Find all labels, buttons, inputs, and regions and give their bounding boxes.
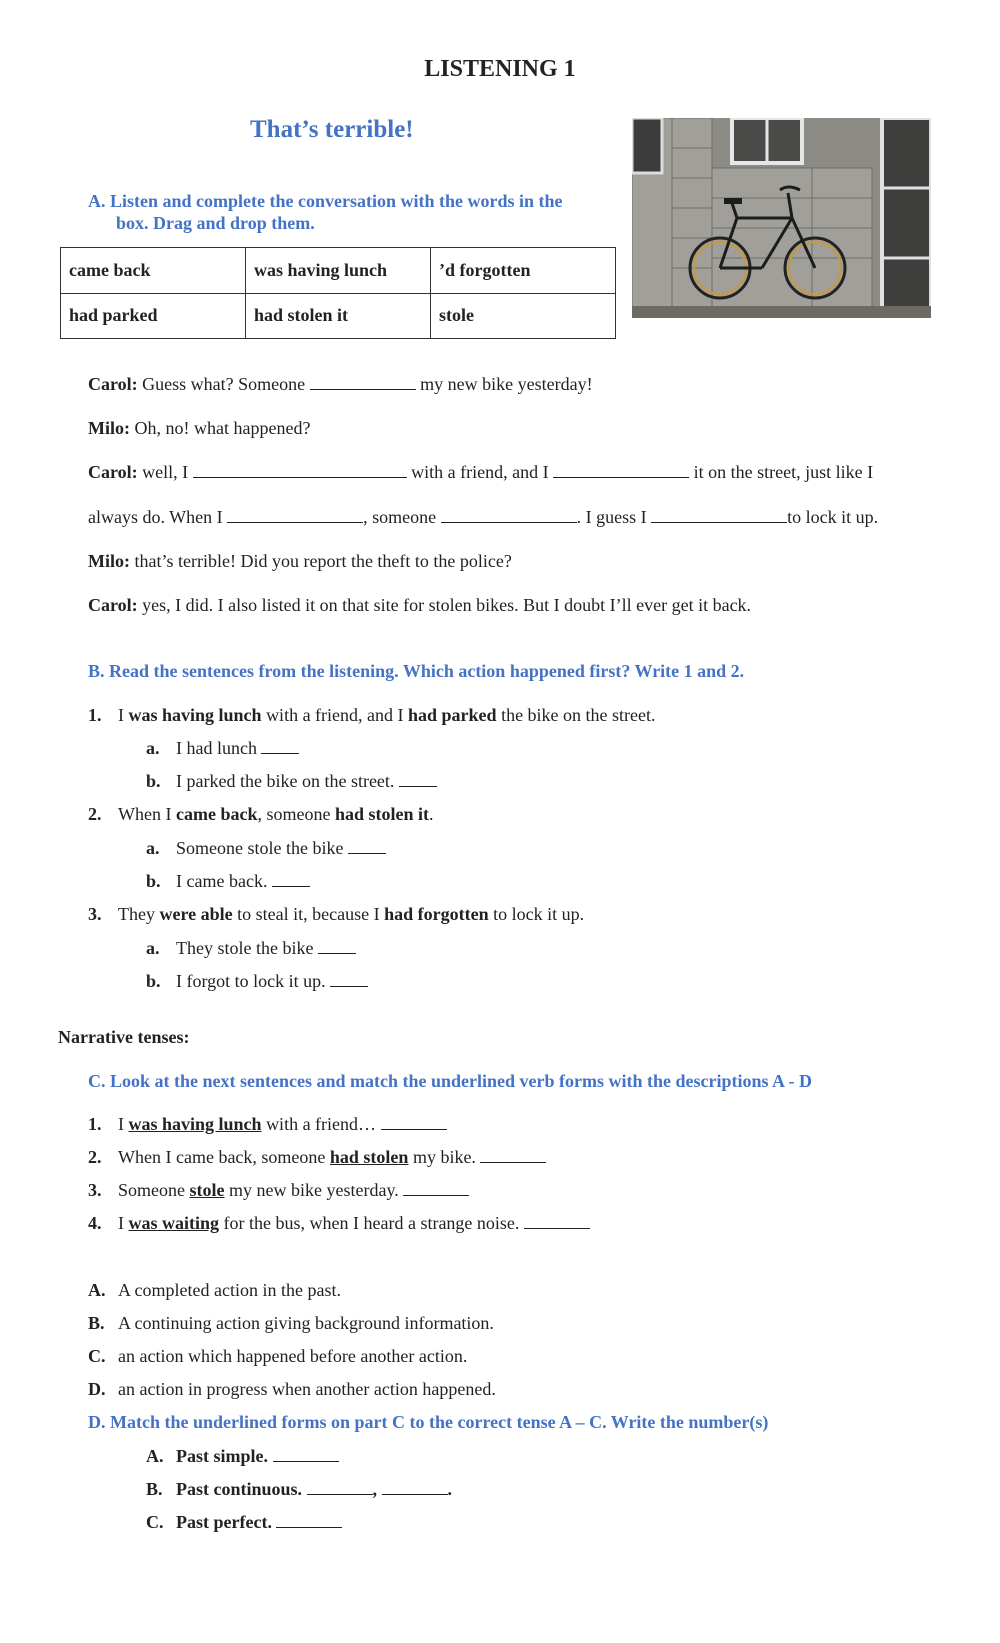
word-had-forgotten[interactable]: ’d forgotten [431, 248, 616, 294]
answer-blank[interactable] [480, 1147, 546, 1163]
bold-text: had forgotten [384, 904, 489, 924]
text: the bike on the street. [496, 705, 656, 725]
text: They [118, 904, 160, 924]
text: an action which happened before another action. [118, 1346, 468, 1366]
answer-blank[interactable] [261, 738, 299, 754]
answer-blank[interactable] [318, 938, 356, 954]
text: . [428, 804, 434, 824]
letter: B. [88, 1313, 105, 1333]
description-c [88, 1346, 467, 1367]
underlined-verb: had stolen [329, 1147, 409, 1167]
d-item-c [146, 1512, 342, 1533]
speaker-milo: Milo: [88, 551, 130, 571]
item-number: 1. [88, 705, 102, 725]
narrative-tenses-heading: Narrative tenses: [58, 1027, 190, 1047]
item-number: 3. [88, 1180, 102, 1200]
line-text: my new bike yesterday! [420, 374, 593, 394]
section-c-heading: C. Look at the next sentences and match the underlined verb forms with the descriptions A - D [88, 1071, 812, 1091]
c-item-1 [88, 1114, 447, 1135]
conversation-line-2 [88, 418, 310, 439]
letter: A. [146, 1446, 164, 1466]
drop-blank-4[interactable] [227, 507, 363, 523]
underlined-verb: was having lunch [128, 1114, 262, 1134]
text: I had lunch [176, 738, 257, 758]
bold-text: came back [175, 804, 258, 824]
section-a-heading-line1: A. Listen and complete the conversation with the words in the [88, 191, 563, 211]
text: Someone stole the bike [176, 838, 344, 858]
conversation-line-4 [88, 507, 878, 528]
underlined-verb: was waiting [128, 1213, 220, 1233]
text: When I came back, someone [118, 1147, 330, 1167]
page-subtitle: That’s terrible! [250, 116, 414, 143]
item-number: 1. [88, 1114, 102, 1134]
conversation-line-6 [88, 595, 751, 616]
letter: b. [146, 771, 161, 791]
letter: C. [146, 1512, 164, 1532]
word-stole[interactable]: stole [431, 293, 616, 339]
text: A completed action in the past. [118, 1280, 341, 1300]
letter: B. [146, 1479, 163, 1499]
answer-blank[interactable] [524, 1213, 590, 1229]
answer-blank[interactable] [403, 1180, 469, 1196]
section-a-heading-line2: box. Drag and drop them. [116, 213, 315, 233]
line-text: , someone [363, 507, 437, 527]
text: I [118, 705, 129, 725]
bold-text: were able [159, 904, 233, 924]
section-d-heading: D. Match the underlined forms on part C to the correct tense A – C. Write the number(s) [88, 1412, 769, 1432]
speaker-carol: Carol: [88, 462, 138, 482]
item-number: 2. [88, 1147, 102, 1167]
answer-blank[interactable] [381, 1114, 447, 1130]
answer-blank[interactable] [348, 838, 386, 854]
text: I [118, 1213, 129, 1233]
b-item-2 [88, 804, 433, 825]
text: Someone [118, 1180, 190, 1200]
letter: C. [88, 1346, 106, 1366]
conversation-line-1 [88, 374, 593, 395]
letter: A. [88, 1280, 106, 1300]
description-b [88, 1313, 494, 1334]
b-item-3a [146, 938, 356, 959]
line-text: it on the street, just like I [693, 462, 874, 482]
line-text: always do. When I [88, 507, 223, 527]
line-text: yes, I did. I also listed it on that site for stolen bikes. But I doubt I’ll ever get it back. [142, 595, 752, 615]
b-item-3 [88, 904, 584, 925]
text: Past simple. [176, 1446, 268, 1466]
c-item-3 [88, 1180, 469, 1201]
speaker-carol: Carol: [88, 374, 138, 394]
conversation-line-3 [88, 462, 873, 483]
d-item-a [146, 1446, 339, 1467]
text: I came back. [176, 871, 268, 891]
drop-blank-1[interactable] [310, 374, 416, 390]
answer-blank[interactable] [382, 1479, 448, 1495]
bicycle-photo [632, 118, 931, 318]
bold-text: had stolen it [334, 804, 429, 824]
bold-text: was having lunch [128, 705, 262, 725]
speaker-carol: Carol: [88, 595, 138, 615]
item-number: 3. [88, 904, 102, 924]
word-box [60, 247, 616, 339]
answer-blank[interactable] [307, 1479, 373, 1495]
c-item-2 [88, 1147, 546, 1168]
word-came-back[interactable]: came back [61, 248, 246, 294]
text: I forgot to lock it up. [176, 971, 326, 991]
c-item-4 [88, 1213, 590, 1234]
conversation-line-5 [88, 551, 512, 572]
line-text: Guess what? Someone [142, 374, 306, 394]
b-item-1 [88, 705, 656, 726]
b-item-2b [146, 871, 310, 892]
answer-blank[interactable] [273, 1446, 339, 1462]
text: I parked the bike on the street. [176, 771, 395, 791]
line-text: with a friend, and I [411, 462, 549, 482]
answer-blank[interactable] [330, 971, 368, 987]
text: an action in progress when another action happened. [118, 1379, 496, 1399]
drop-blank-5[interactable] [441, 507, 577, 523]
word-had-stolen-it[interactable]: had stolen it [246, 293, 431, 339]
line-text: well, I [142, 462, 189, 482]
text: for the bus, when I heard a strange noise. [219, 1213, 520, 1233]
text: to steal it, because I [232, 904, 385, 924]
letter: a. [146, 738, 160, 758]
b-item-2a [146, 838, 386, 859]
text: Past continuous. [176, 1479, 303, 1499]
b-item-1b [146, 771, 437, 792]
letter: b. [146, 871, 161, 891]
text: with a friend… [261, 1114, 377, 1134]
letter: D. [88, 1379, 106, 1399]
text: When I [118, 804, 176, 824]
drop-blank-2[interactable] [193, 462, 407, 478]
line-text: Oh, no! what happened? [134, 418, 311, 438]
b-item-3b [146, 971, 368, 992]
answer-blank[interactable] [272, 871, 310, 887]
answer-blank[interactable] [399, 771, 437, 787]
line-text: to lock it up. [787, 507, 879, 527]
d-item-b: B. Past continuous. , . [146, 1479, 453, 1499]
section-b-heading: B. Read the sentences from the listening. Which action happened first? Write 1 and 2. [88, 661, 745, 681]
answer-blank[interactable] [276, 1512, 342, 1528]
text: , someone [257, 804, 335, 824]
b-item-1a [146, 738, 299, 759]
word-had-parked[interactable]: had parked [61, 293, 246, 339]
text: I [118, 1114, 129, 1134]
line-text: . I guess I [576, 507, 647, 527]
text: my bike. [408, 1147, 476, 1167]
text: to lock it up. [488, 904, 585, 924]
text: Past perfect. [176, 1512, 272, 1532]
letter: a. [146, 938, 160, 958]
text: with a friend, and I [261, 705, 409, 725]
description-d [88, 1379, 496, 1400]
word-was-having-lunch[interactable]: was having lunch [246, 248, 431, 294]
bold-text: had parked [408, 705, 497, 725]
letter: a. [146, 838, 160, 858]
drop-blank-3[interactable] [553, 462, 689, 478]
text: They stole the bike [176, 938, 314, 958]
drop-blank-6[interactable] [651, 507, 787, 523]
page-title: LISTENING 1 [424, 56, 576, 82]
item-number: 4. [88, 1213, 102, 1233]
text: A continuing action giving background information. [118, 1313, 494, 1333]
text: my new bike yesterday. [224, 1180, 399, 1200]
description-a [88, 1280, 341, 1301]
line-text: that’s terrible! Did you report the theft to the police? [134, 551, 512, 571]
item-number: 2. [88, 804, 102, 824]
underlined-verb: stole [189, 1180, 225, 1200]
letter: b. [146, 971, 161, 991]
speaker-milo: Milo: [88, 418, 130, 438]
